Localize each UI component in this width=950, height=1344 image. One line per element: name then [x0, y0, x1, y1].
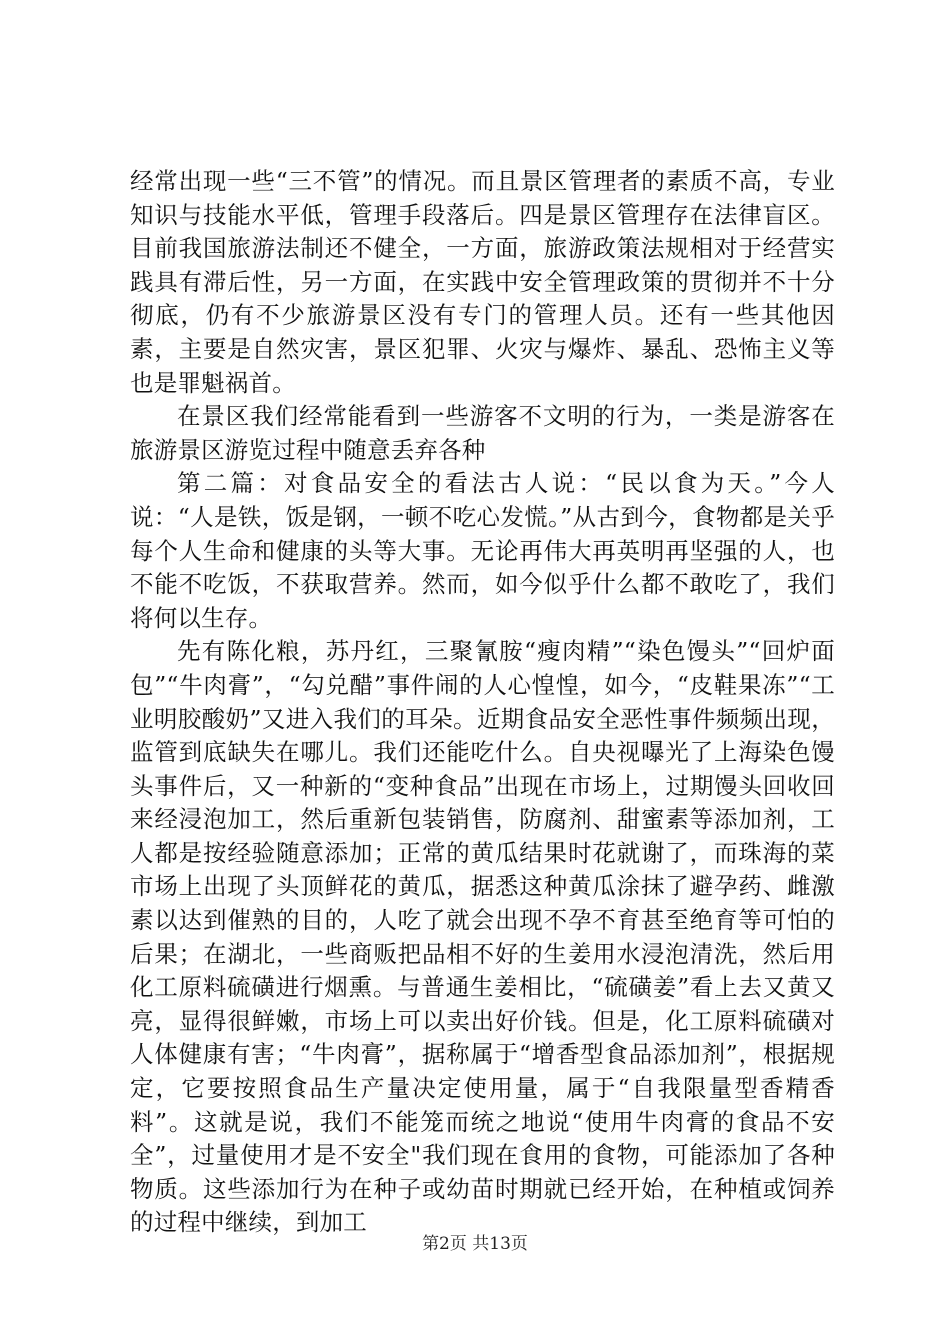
page-number-footer: 第2页 共13页	[422, 1234, 528, 1254]
paragraph-1: 经常出现一些“三不管”的情况。而且景区管理者的素质不高，专业知识与技能水平低，管理手段落后。四是景区管理存在法律盲区。目前我国旅游法制还不健全，一方面，旅游政策法规相对于经营实践具有滞后性，另一方面，在实践中安全管理政策的贯彻并不十分彻底，仍有不少旅游景区没有专门的管理人员。还有一些其他因素，主要是自然灾害，景区犯罪、火灾与爆炸、暴乱、恐怖主义等也是罪魁祸首。	[130, 167, 835, 397]
paragraph-3: 第二篇：对食品安全的看法古人说：“民以食为天。”今人说：“人是铁，饭是钢，一顿不吃心发慌。”从古到今，食物都是关乎每个人生命和健康的头等大事。无论再伟大再英明再坚强的人，也不能不吃饭，不获取营养。然而，如今似乎什么都不敢吃了，我们将何以生存。	[130, 469, 835, 632]
document-body	[130, 165, 835, 1240]
paragraph-4: 先有陈化粮，苏丹红，三聚氰胺“瘦肉精”“染色馒头”“回炉面包”“牛肉膏”，“勾兑醋”事件闹的人心惶惶，如今，“皮鞋果冻”“工业明胶酸奶”又进入我们的耳朵。近期食品安全恶性事件频频出现，监管到底缺失在哪儿。我们还能吃什么。自央视曝光了上海染色馒头事件后，又一种新的“变种食品”出现在市场上，过期馒头回收回来经浸泡加工，然后重新包装销售，防腐剂、甜蜜素等添加剂，工人都是按经验随意添加；正常的黄瓜结果时花就谢了，而珠海的菜市场上出现了头顶鲜花的黄瓜，据悉这种黄瓜涂抹了避孕药、雌激素以达到催熟的目的，人吃了就会出现不孕不育甚至绝育等可怕的后果；在湖北，一些商贩把品相不好的生姜用水浸泡清洗，然后用化工原料硫磺进行烟熏。与普通生姜相比，“硫磺姜”看上去又黄又亮，显得很鲜嫩，市场上可以卖出好价钱。但是，化工原料硫磺对人体健康有害；“牛肉膏”，据称属于“增香型食品添加剂”，根据规定，它要按照食品生产量决定使用量，属于“自我限量型香精香料”。这就是说，我们不能笼而统之地说“使用牛肉膏的食品不安全”，过量使用才是不安全"我们现在食用的食物，可能添加了各种物质。这些添加行为在种子或幼苗时期就已经开始，在种植或饲养的过程中继续，到加工	[130, 637, 835, 1237]
paragraph-2: 在景区我们经常能看到一些游客不文明的行为，一类是游客在旅游景区游览过程中随意丢弃各种	[130, 402, 835, 464]
